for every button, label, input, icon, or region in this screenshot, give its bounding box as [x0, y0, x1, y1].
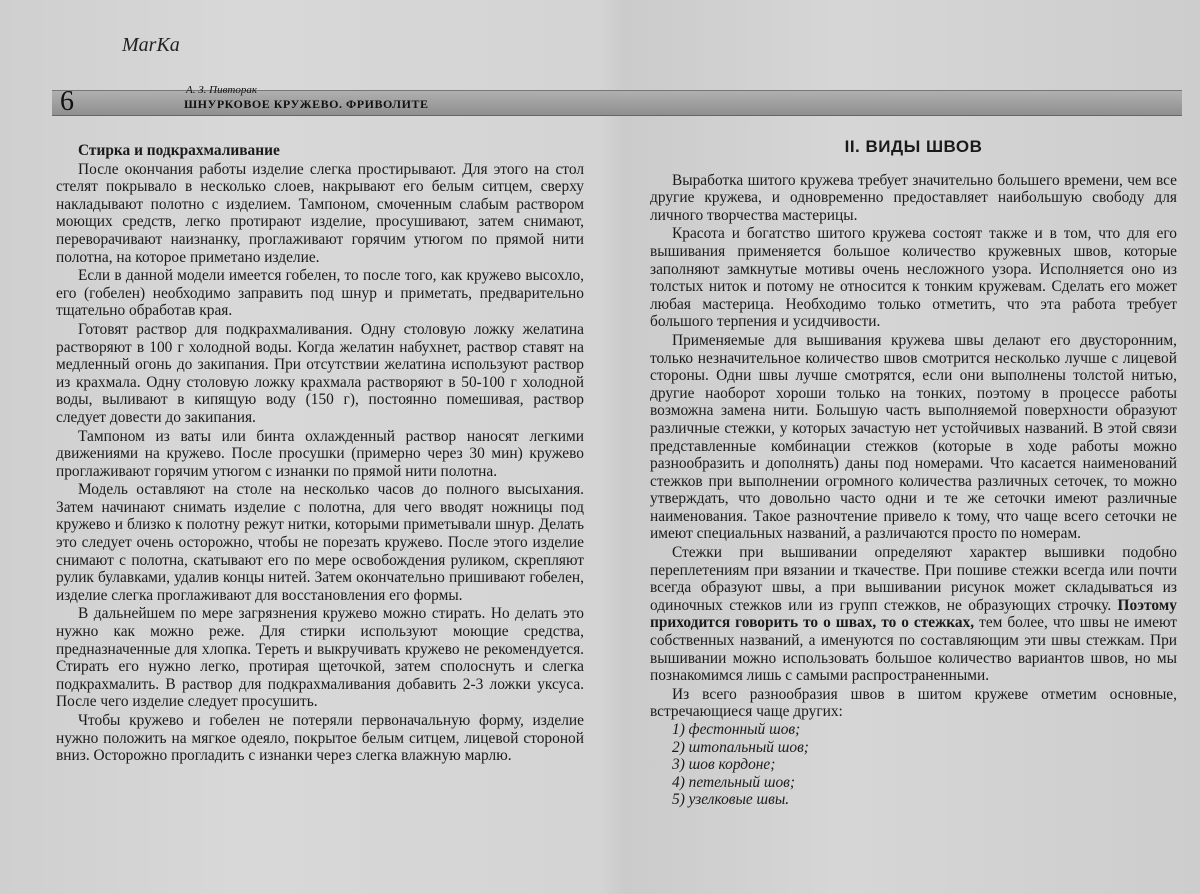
paragraph: В дальнейшем по мере загрязнения кружево можно стирать. Но делать это нужно как можно реже. Для стирки используют моющие средства, предназначенные для хлопка. Тереть и выкручивать кружево не рекомендуется. Стирать его нужно легко, протирая щеточкой, затем сполоснуть и слегка подкрахмалить. В раствор для подкрахмаливания добавить 2-3 ложки уксуса. После чего изделие следует просушить.	[56, 605, 584, 711]
list-item: 1) фестонный шов;	[672, 721, 801, 738]
paragraph: После окончания работы изделие слегка простирывают. Для этого на стол стелят покрывало в несколько слоев, накрывают его белым ситцем, сверху накладывают полотно с изделием. Тампоном, смоченным слабым раствором моющих средств, легко протирают изделие, просушивают, затем снимают, переворачивают наизнанку, проглаживают горячим утюгом по прямой нити полотна, на которое приметано изделие.	[56, 160, 584, 266]
paragraph: Выработка шитого кружева требует значительно большего времени, чем все другие кружева, и одновременно предоставляет наибольшую свободу для личного творчества мастерицы.	[650, 171, 1177, 224]
chapter-title: II. ВИДЫ ШВОВ	[844, 137, 983, 156]
list-item: 4) петельный шов;	[672, 773, 795, 791]
paragraph: Красота и богатство шитого кружева состоят также и в том, что для его вышивания применяется большое количество кружевных швов, которые заполняют замкнутые мотивы очень несложного узора. Исполняется оно из толстых ниток и потому не относится к тонким кружевам. Сделать его может любая мастерица. Необходимо только отметить, что эта работа требует большого терпения и усидчивости.	[650, 225, 1177, 331]
paragraph: Применяемые для вышивания кружева швы делают его двусторонним, только незначительное количество швов смотрится несколько лучше с лицевой стороны. Одни швы лучше смотрятся, если они выполнены толстой нитью, другие наоборот хороши только на тонких, поэтому в процессе работы возможна замена нити. Большую часть выполняемой поверхности образуют различные стежки, у которых зачастую нет устойчивых названий. В этой связи представленные комбинации стежков (которые в ходе работы можно разнообразить и дополнять) даны под номерами. Что касается наименований стежков при выполнении огромного количества различных сеточек, то можно утверждать, что довольно часто одни и те же сеточки имеют различные наименования. Такое разночтение привело к тому, что чаще всего сеточки не имеют специальных названий, а различаются просто по номерам.	[650, 331, 1177, 543]
watermark: MarKa	[122, 34, 180, 56]
section-heading: Стирка и подкрахмаливание	[78, 142, 280, 159]
list-item: 2) штопальный шов;	[672, 738, 809, 756]
header-title: ШНУРКОВОЕ КРУЖЕВО. ФРИВОЛИТЕ	[184, 97, 429, 111]
paragraph: Если в данной модели имеется гобелен, то после того, как кружево высохло, его (гобелен) необходимо заправить под шнур и приметать, предварительно тщательно обработав края.	[56, 267, 584, 320]
paragraph-text: тем более, что швы не имеют собственных названий, а именуются по составляющим эти швы стежкам. При вышивании можно использовать большое количество вариантов швов, но мы познакомимся лишь с самыми распространенными.	[650, 614, 1177, 685]
paragraph: Готовят раствор для подкрахмаливания. Одну столовую ложку желатина растворяют в 100 г холодной воды. Когда желатин набухнет, раствор ставят на медленный огонь до закипания. При отсутствии желатина используют раствор из крахмала. Одну столовую ложку крахмала растворяют в 50-100 г холодной воды, выливают в кипящую воду (150 г), постоянно помешивая, раствор следует довести до закипания.	[56, 320, 584, 426]
paragraph: Чтобы кружево и гобелен не потеряли первоначальную форму, изделие нужно положить на мягкое одеяло, покрытое белым ситцем, лицевой стороной вниз. Осторожно прогладить с изнанки через слегка влажную марлю.	[56, 712, 584, 765]
paragraph: Из всего разнообразия швов в шитом кружеве отметим основные, встречающиеся чаще других:	[650, 685, 1177, 721]
list-item: 3) шов кордоне;	[672, 756, 776, 774]
paragraph: Тампоном из ваты или бинта охлажденный раствор наносят легкими движениями на кружево. После просушки (примерно через 30 мин) кружево проглаживают горячим утюгом с изнанки по прямой нити полотна.	[56, 427, 584, 480]
paragraph	[650, 544, 1177, 685]
left-column	[56, 142, 584, 765]
seam-types-list	[650, 721, 1177, 809]
paragraph: Модель оставляют на столе на несколько часов до полного высыхания. Затем начинают снимать изделие с полотна, для чего вводят ножницы под кружево и близко к полотну режут нитки, которыми приметывали шнур. Делать это следует очень осторожно, чтобы не порезать кружево. После этого изделие снимают с полотна, скатывают его по мере освобождения руликом, скрепляют рулик булавками, удалив концы нитей. Затем окончательно пришивают гобелен, изделие слегка проглаживают для восстановления его формы.	[56, 481, 584, 604]
right-column	[650, 138, 1177, 809]
page-number: 6	[60, 86, 74, 117]
bold-emphasis: Поэтому приходится говорить то о швах, то о стежках,	[650, 596, 1177, 632]
header-author: А. З. Пивторак	[186, 84, 257, 96]
list-item: 5) узелковые швы.	[672, 791, 790, 809]
paragraph-text: Стежки при вышивании определяют характер вышивки подобно переплетениям при вязании и ткачестве. При пошиве стежки всегда или почти всегда образуют швы, а при вышивании рисунок может складываться из одиночных стежков или из групп стежков, не образующих строчку.	[650, 544, 1177, 614]
